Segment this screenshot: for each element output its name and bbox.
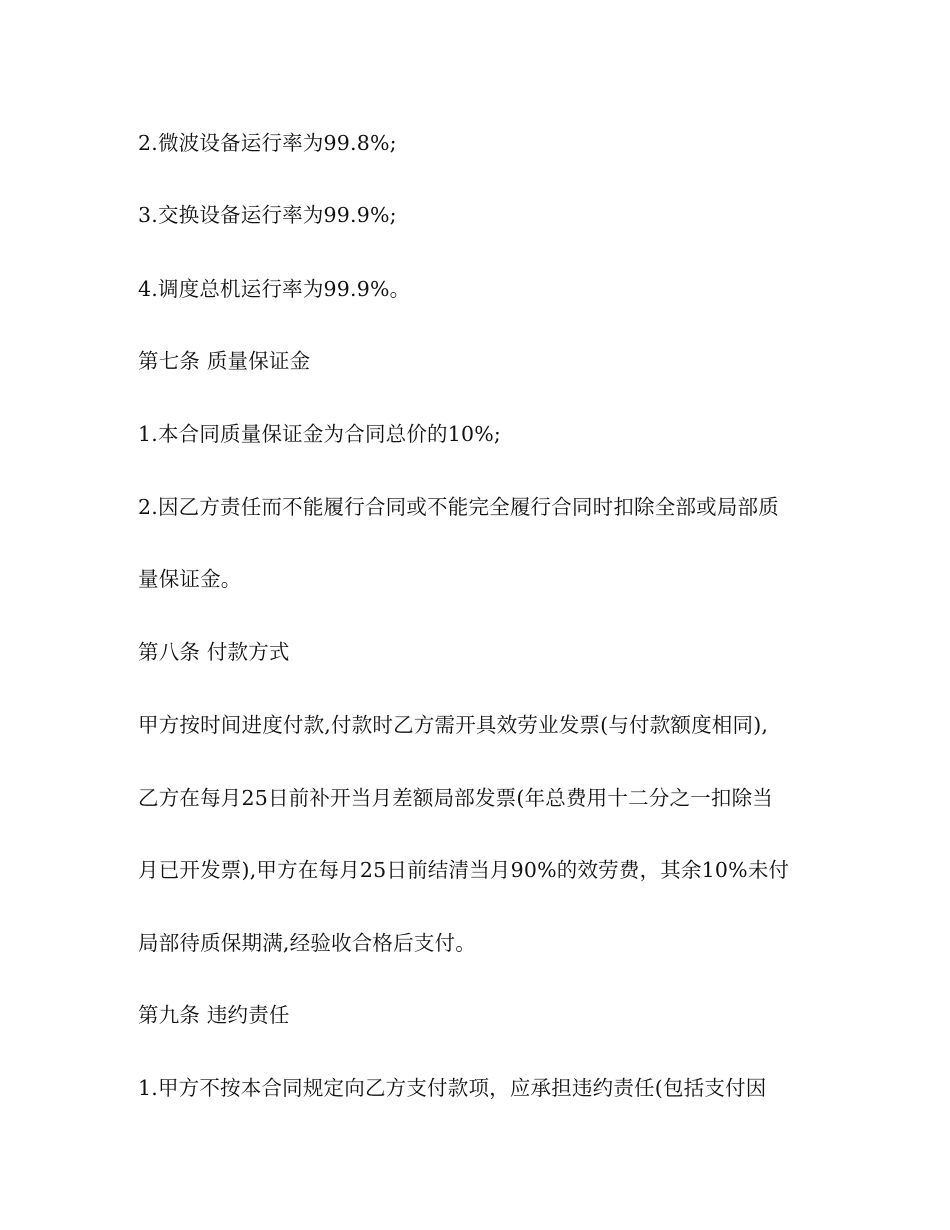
clause-7-2-line-1: 2.因乙方责任而不能履行合同或不能完全履行合同时扣除全部或局部质 xyxy=(138,495,779,519)
clause-7-2-line-2: 量保证金。 xyxy=(138,567,242,591)
heading-article-9: 第九条 违约责任 xyxy=(138,1003,290,1027)
payment-line-3: 月已开发票),甲方在每月25日前结清当月90%的效劳费，其余10%未付 xyxy=(138,858,790,882)
heading-article-8: 第八条 付款方式 xyxy=(138,640,290,664)
clause-9-1: 1.甲方不按本合同规定向乙方支付款项，应承担违约责任(包括支付因 xyxy=(138,1076,767,1100)
clause-7-1: 1.本合同质量保证金为合同总价的10%; xyxy=(138,422,502,446)
payment-line-1: 甲方按时间进度付款,付款时乙方需开具效劳业发票(与付款额度相同), xyxy=(138,713,769,737)
heading-article-7: 第七条 质量保证金 xyxy=(138,349,311,373)
item-dispatch-rate: 4.调度总机运行率为99.9%。 xyxy=(138,277,411,301)
item-microwave-rate: 2.微波设备运行率为99.8%; xyxy=(138,131,397,155)
payment-line-2: 乙方在每月25日前补开当月差额局部发票(年总费用十二分之一扣除当 xyxy=(138,786,773,810)
item-switching-rate: 3.交换设备运行率为99.9%; xyxy=(138,203,397,227)
payment-line-4: 局部待质保期满,经验收合格后支付。 xyxy=(138,931,476,955)
